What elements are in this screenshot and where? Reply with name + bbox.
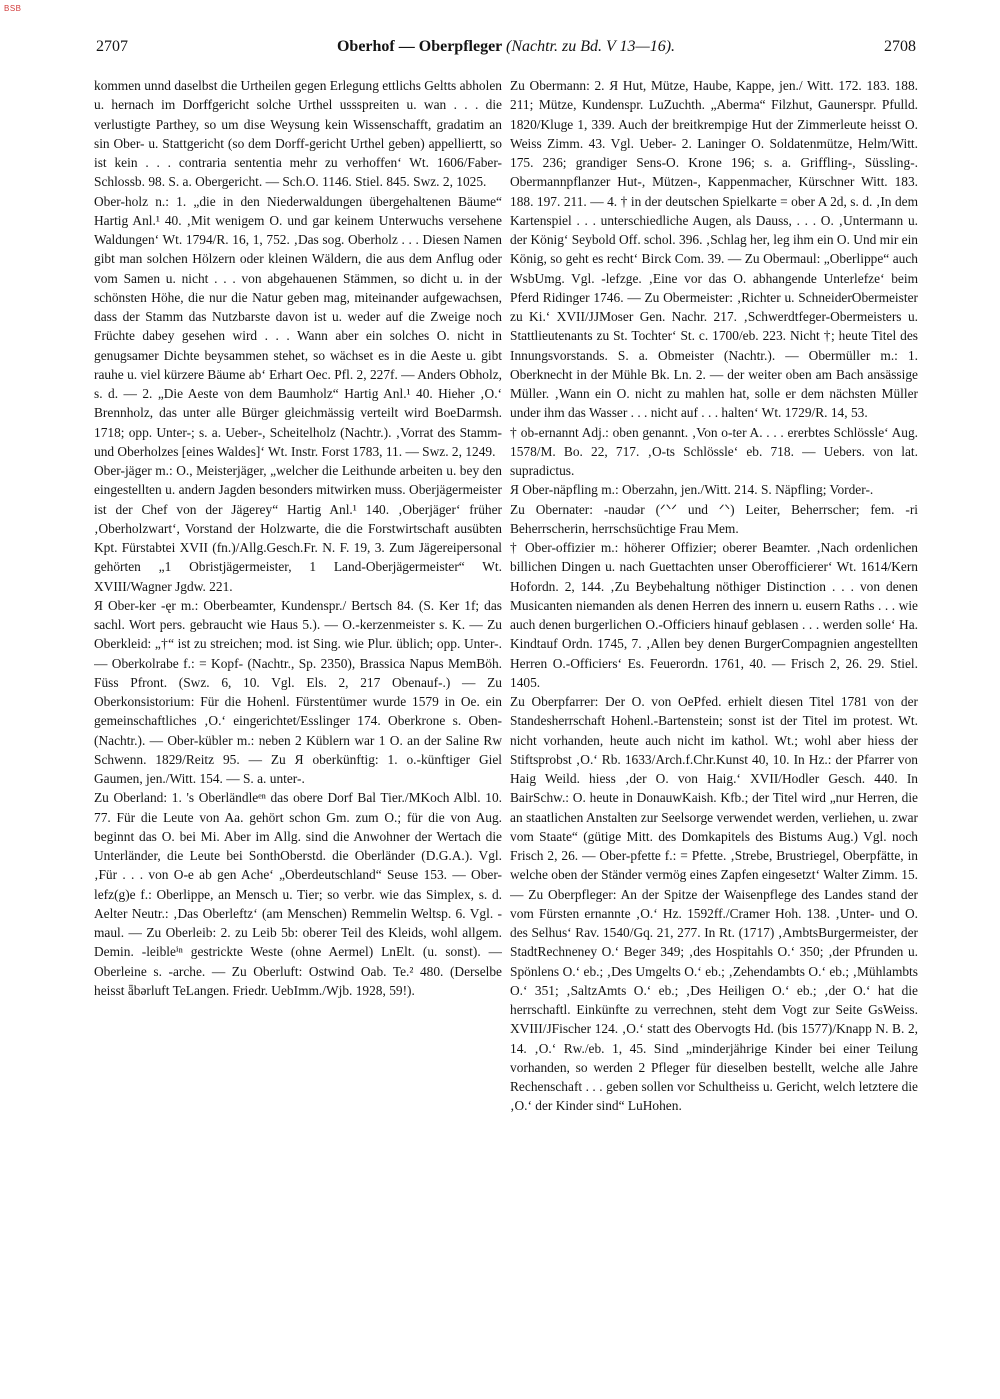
- dictionary-entry: Я Ober-näpfling m.: Oberzahn, jen./Witt. 214. S. Näpfling; Vorder-.: [510, 482, 874, 498]
- running-title: [96, 38, 916, 56]
- left-column: [94, 76, 502, 1332]
- dictionary-entry: † ob-ernannt Adj.: oben genannt. ‚Von o-ter A. . . . ererbtes Schlössle‘ Aug. 1578/M. Bo. 22, 717. ‚O-ts Schlössle‘ eb. 718. — Uebers. von lat. supradictus.: [510, 424, 918, 478]
- library-stamp: BSB: [4, 4, 22, 13]
- dictionary-entry: Я Ober-ker -ęr m.: Oberbeamter, Kundenspr./ Bertsch 84. (S. Ker 1f; das sachl. Wort pers. gebraucht wie Haus 5.). — O.-kerzenmeister s. K. — Zu Oberkleid: „†“ ist zu streichen; mod. ist Sing. wie Plur. üblich; opp. Unter-. — Oberkolrabe f.: = Kopf- (Nachtr., Sp. 2350), Brassica Napus MemBöh. Füss Pfront. (Swz. 6, 10. Vgl. Els. 2, 217 Obenauf-.) — Zu Oberkonsistorium: Für die Hohenl. Fürstentümer wurde 1579 in Oe. ein gemeinschaftliches ‚O.‘ eingerichtet/Esslinger 174. Oberkrone s. Oben- (Nachtr.). — Ober-kübler m.: neben 2 Küblern war 1 O. an der Saline Rw Schwenn. 1829/Reitz 95. — Zu Я oberkünftig: 1. o.-künftiger Giel Gaumen, jen./Witt. 154. — S. a. unter-.: [94, 597, 502, 786]
- page-number-left: 2707: [96, 38, 128, 55]
- dictionary-entry: kommen unnd daselbst die Urtheilen gegen Erlegung ettlichs Geltts abholen u. hernach im Dorffgericht solche Urthel ussspreiten u. wan . . . die verlustigte Parthey, so um dise Weysung kein Wissenschafft, gradatim an sin Ober- u. Stattgericht (so dem Dorff-gericht Urthel geben) appelliertt, so ist kein . . . contraria sententia mehr zu verhoffen‘ Wt. 1606/Faber-Schlossb. 98. S. a. Obergericht. — Sch.O. 1146. Stiel. 845. Swz. 2, 1025.: [94, 78, 502, 190]
- dictionary-entry: Ober-holz n.: 1. „die in den Niederwaldungen übergehaltenen Bäume“ Hartig Anl.¹ 40. ‚Mit wenigem O. und gar keinem Unterwuchs versehene Waldungen‘ Wt. 1794/R. 16, 1, 752. ‚Das sog. Oberholz . . . Diesen Namen gibt man solchen Hölzern oder kleinen Wäldern, die aus dem Anflug oder vom Samen u. nicht . . . von abgehauenen Stämmen, so dicht u. in der schönsten Höhe, die nur die Natur geben mag, miteinander aufgewachsen, dass der Stamm das Nutzbarste davon ist u. weder auf die Zweige noch Früchte dabey gesehen wird . . . Wann aber ein solches O. nicht in genugsamer Dichte beysammen stehet, so wächset es in die Aeste u. gibt rauhe u. viel kürzere Bäume ab‘ Erhart Oec. Pfl. 2, 227f. — Anders Obholz, s. d. — 2. „Die Aeste von dem Baumholz“ Hartig Anl.¹ 40. Hieher ‚O.‘ Brennholz, das unter alle Bürger gleichmässig verteilt wird BoeDarmsh. 1718; opp. Unter-; s. a. Ueber-, Scheitelholz (Nachtr.). ‚Vorrat des Stamm- und Oberholzes [eines Waldes]‘ Wt. Instr. Forst 1783, 11. — Swz. 2, 1249.: [94, 193, 502, 459]
- column-divider: [505, 76, 506, 1336]
- dictionary-entry: Ober-jäger m.: O., Meisterjäger, „welcher die Leithunde arbeiten u. bey den eingestellten u. andern Jagden besonders mitwirken muss. Oberjägermeister ist der Chef von der Jägerey“ Hartig Anl.¹ 140. ‚Oberjäger‘ früher ‚Oberholzwart‘, Vorstand der Holzwarte, die die Forstwirtschaft ausübten Kpt. Fürstabtei XVII (fn.)/Allg.Gesch.Fr. N. F. 19, 3. Zum Jägereipersonal gehörten „1 Obristjägermeister, 1 Land-Oberjägermeister“ Wt. XVIII/Wagner Jgdw. 221.: [94, 463, 502, 594]
- dictionary-entry: Zu Oberland: 1. 's Oberländleᵉⁿ das obere Dorf Bal Tier./MKoch Albl. 10. 77. Für die Leute von Aa. gehört schon Gm. zum O.; für die von Aug. beginnt das O. bei Mi. Aber im Allg. sind die Anwohner der Wertach die Unterländer, die Leute bei SonthOberstd. die Oberländer (D.G.A.). Vgl. ‚Für . . . von O-e ab gen Ache‘ „Oberdeutschland“ Seuse 153. — Ober-lefz(g)e f.: Oberlippe, an Mensch u. Tier; so verbr. wie das Simplex, s. d. Aelter Neutr.: ‚Das Oberleftz‘ (am Menschen) Remmelin Weltsp. 6. Vgl. -maul. — Zu Oberleib: 2. zu Leib 5b: oberer Teil des Kleids, wohl allgem. Demin. -leibleⁱⁿ gestrickte Weste (ohne Aermel) LnElt. (u. sonst). — Oberleine s. -arche. — Zu Oberluft: Ostwind Oab. Te.² 480. (Derselbe heisst ǟbǝrluft TeLangen. Friedr. UebImm./Wjb. 1928, 59!).: [94, 790, 502, 998]
- page-number-right: 2708: [884, 38, 916, 55]
- dictionary-entry: Zu Obermann: 2. Я Hut, Mütze, Haube, Kappe, jen./ Witt. 172. 183. 188. 211; Mütze, Kundenspr. LuZuchth. „Aberma“ Filzhut, Gaunerspr. Pfulld. 1820/Kluge 1, 339. Auch der breitkrempige Hut der Zimmerleute heisst O. Weiss Zimm. 43. Vgl. Ueber- 2. Laninger O. Soldatenmütze, Helm/Witt. 175. 236; grandiger Sens-O. Krone 196; s. a. Griffling-, Süssling-. Obermannpflanzer Hut-, Mützen-, Kappenmacher, Kürschner Witt. 183. 188. 197. 211. — 4. † in der deutschen Spielkarte = ober A 2d, s. d. ‚In dem Kartenspiel . . . unterschiedliche Augen, als Dauss, . . . O. ‚Untermann u. der König‘ Seybold Off. schol. 396. ‚Schlag her, leg ihm ein O. Und mir ein König, so geht es recht‘ Birck Com. 39. — Zu Obermaul: „Oberlippe“ auch WsbUmg. Vgl. -lefzge. ‚Eine vor das O. abhangende Unterlefze‘ beim Pferd Ridinger 1746. — Zu Obermeister: ‚Richter u. SchneiderObermeister zu Ki.‘ XVII/JJMoser Gen. Nachr. 217. ‚Schwerdtfeger-Obermeisters u. Stattlieutenants zu St. Tochter‘ St. c. 1700/eb. 223. Nicht †; heute Titel des Innungsvorstands. S. a. Obmeister (Nachtr.). — Obermüller m.: 1. Oberknecht in der Mühle Bk. Ln. 2. — der weiter oben am Bach ansässige Müller. ‚Wann ein O. nicht zu mahlen hat, solle er dem nächsten Müller under ihm das Wasser . . . nicht auf . . . halten‘ Wt. 1729/R. 14, 53.: [510, 78, 918, 421]
- dictionary-entry: Zu Obernater: -naudǝr (ᐟᐠᐟ und ᐟᐠ) Leiter, Beherrscher; fem. -ri Beherrscherin, herrschsüchtige Frau Mem.: [510, 501, 918, 536]
- running-title-note: (Nachtr. zu Bd. V 13—16).: [505, 38, 676, 55]
- page-header: [96, 38, 916, 62]
- dictionary-entry: † Ober-offizier m.: höherer Offizier; oberer Beamter. ‚Nach ordenlichen billichen Dingen u. nach Guettachten unser Oberofficierer‘ Wt. 1614/Kern Hofordn. 2, 144. ‚Zu Beybehaltung nöthiger Distinction . . . von denen Musicanten niemanden als denen Herren des innern u. eusern Raths . . . wie auch denen burgerlichen O.-Officiers hinauf geblasen . . . werden solle‘ Ha. Kindtauf Ordn. 1745, 7. ‚Allen bey denen BurgerCompagnien angestellten Herren O.-Officiers‘ Es. Feuerordn. 1761, 40. — Frisch 2, 26. 29. Stiel. 1405.: [510, 540, 918, 690]
- right-column: [510, 76, 918, 1332]
- running-title-main: Oberhof — Oberpfleger: [336, 38, 502, 55]
- dictionary-entry: Zu Oberpfarrer: Der O. von OePfed. erhielt diesen Titel 1781 von der Standesherrschaft Hohenl.-Bartenstein; sonst ist der Titel im protest. Wt. nicht vorhanden, heute auch nicht im kathol. Wt.; wohl aber hiess der Stiftsprobst ‚O.‘ Rb. 1633/Arch.f.Chr.Kunst 40, 10. In Hz.: der Pfarrer von Haig Weild. hiess ‚der O. von Haig.‘ XVII/Hodler Gesch. 440. In BairSchw.: O. heute in DonauwKaish. Kfb.; der Titel wird „nur Herren, die an staatlichen Anstalten zur Seelsorge verwendet werden, verliehen, u. zwar vom Staate“ (gütige Mitt. des Domkapitels des Bistums Aug.) Vgl. noch Frisch 2, 26. — Ober-pfette f.: = Pfette. ‚Strebe, Brustriegel, Oberpfätte, in welche oben der Ständer vermög eines Zapfen eingesetzt‘ Walter Zimm. 15. — Zu Oberpfleger: An der Spitze der Waisenpflege des Landes stand der vom Fürsten ernannte ‚O.‘ Hz. 1592ff./Cramer Hoh. 138. ‚Unter- und O. des Selhus‘ Rav. 1540/Gq. 21, 277. In Rt. (1717) ‚AmbtsBurgermeister, der StadtRechneney O.‘ Beger 349; ‚des Hospitahls O.‘ 350; ‚der Pfrunden u. Spönlens O.‘ eb.; ‚Des Umgelts O.‘ eb.; ‚Zehendambts O.‘ eb.; ‚Mühlambts O.‘ 351; ‚SaltzAmts O.‘ eb.; ‚Des Heiligen O.‘ eb.; ‚der O.‘ hat die herrschaftl. Einkünfte zu verrechnen, steht dem Vogt zur Seite GsWeiss. XVIII/JFischer 124. ‚O.‘ statt des Obervogts Hd. (bis 1577)/Knapp N. B. 2, 14. ‚O.‘ Rw./eb. 1, 45. Sind „minderjährige Kinder bei einer Teilung vorhanden, so werden 2 Pfleger für dieselben bestellt, welche alle Jahre Rechenschaft . . . geben sollen vor Schultheiss u. Gericht, welch letztere die ‚O.‘ der Kinder sind“ LuHohen.: [510, 694, 918, 1114]
